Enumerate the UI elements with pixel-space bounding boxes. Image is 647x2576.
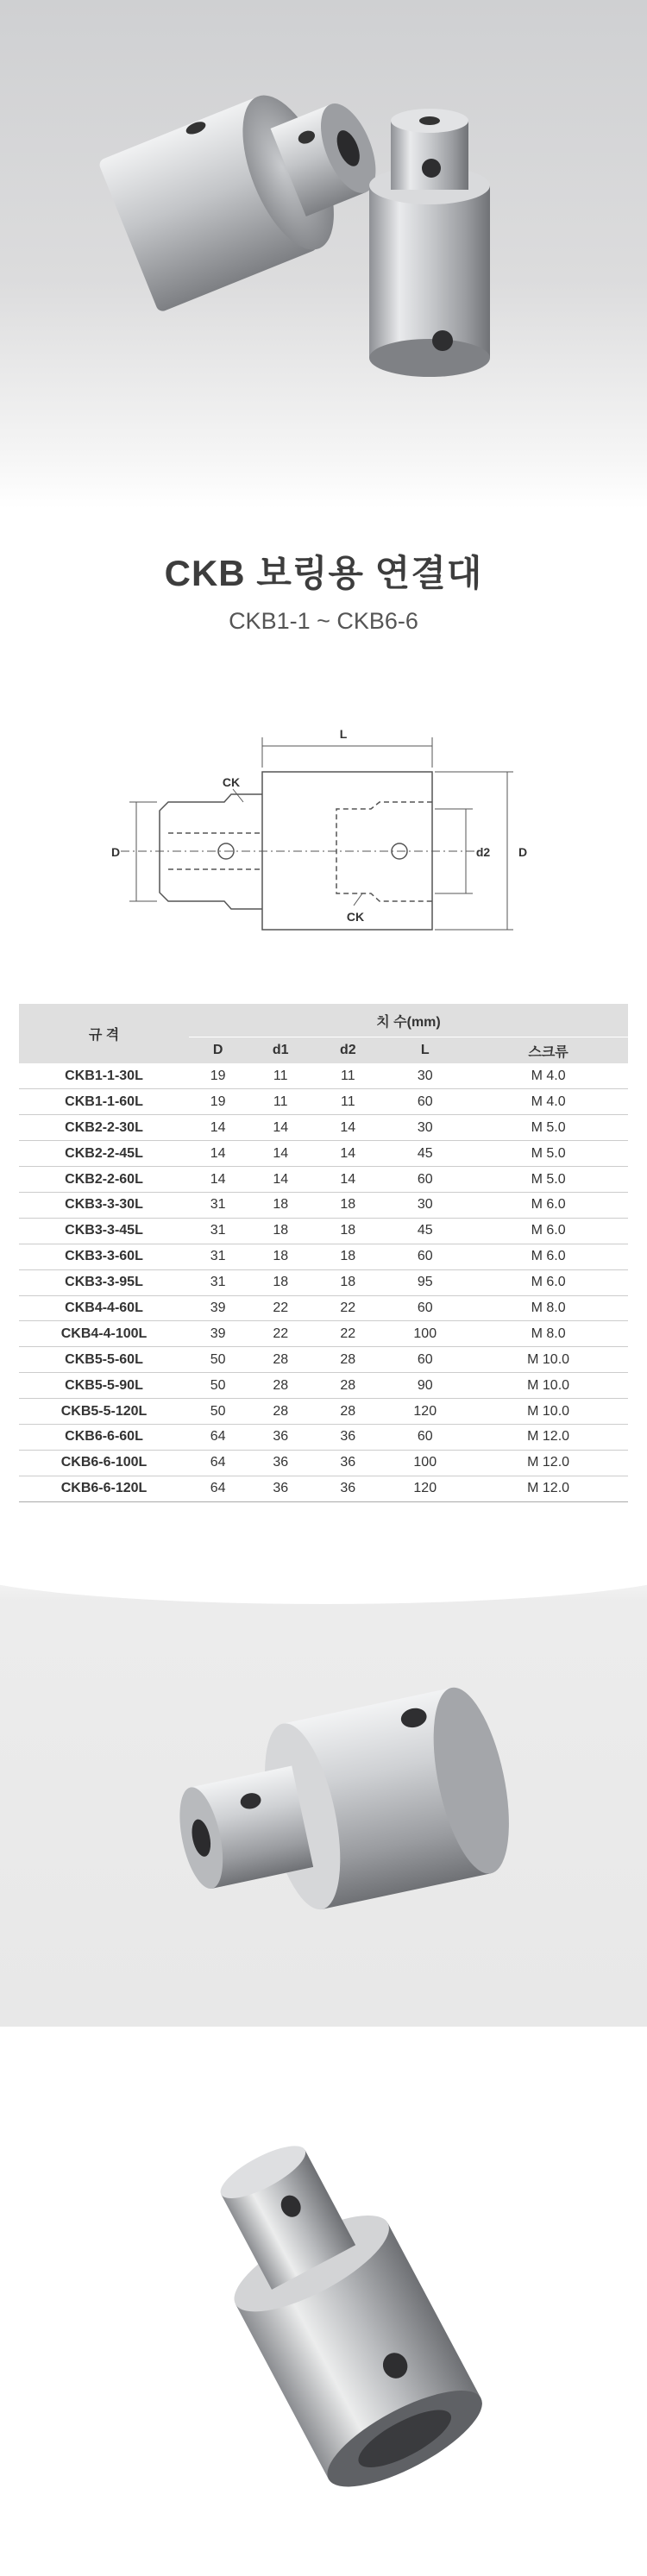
spec-value-cell: 30 bbox=[381, 1063, 468, 1089]
table-row bbox=[19, 1321, 628, 1347]
product-photo-angled-view bbox=[0, 2044, 647, 2561]
spec-value-cell: 18 bbox=[314, 1269, 381, 1295]
spec-model-cell: CKB2-2-60L bbox=[19, 1167, 189, 1193]
spec-model-cell: CKB3-3-45L bbox=[19, 1218, 189, 1244]
col-screw: 스크류 bbox=[468, 1037, 628, 1064]
spec-value-cell: 28 bbox=[314, 1399, 381, 1425]
spec-value-cell: 14 bbox=[247, 1115, 314, 1141]
spec-value-cell: 14 bbox=[247, 1141, 314, 1167]
table-row bbox=[19, 1089, 628, 1115]
table-row bbox=[19, 1269, 628, 1295]
table-row bbox=[19, 1063, 628, 1089]
spec-value-cell: 31 bbox=[189, 1218, 247, 1244]
product-photo-two-adapters bbox=[0, 0, 647, 509]
spec-model-cell: CKB4-4-60L bbox=[19, 1295, 189, 1321]
spec-value-cell: 60 bbox=[381, 1089, 468, 1115]
spec-value-cell: 30 bbox=[381, 1192, 468, 1218]
spec-value-cell: 14 bbox=[189, 1141, 247, 1167]
spec-value-cell: 22 bbox=[314, 1321, 381, 1347]
spec-value-cell: M 10.0 bbox=[468, 1373, 628, 1399]
spec-model-cell: CKB3-3-95L bbox=[19, 1269, 189, 1295]
spec-value-cell: 64 bbox=[189, 1450, 247, 1476]
spec-model-cell: CKB1-1-30L bbox=[19, 1063, 189, 1089]
table-row bbox=[19, 1192, 628, 1218]
label-D-right: D bbox=[518, 845, 528, 859]
col-d1: d1 bbox=[247, 1037, 314, 1064]
table-row bbox=[19, 1115, 628, 1141]
spec-value-cell: 36 bbox=[314, 1424, 381, 1450]
table-row bbox=[19, 1347, 628, 1373]
product-photo-side-view bbox=[0, 1604, 647, 2009]
spec-model-cell: CKB5-5-90L bbox=[19, 1373, 189, 1399]
spec-value-cell: 14 bbox=[189, 1115, 247, 1141]
table-row bbox=[19, 1167, 628, 1193]
spec-value-cell: M 12.0 bbox=[468, 1476, 628, 1501]
spec-value-cell: M 10.0 bbox=[468, 1347, 628, 1373]
spec-value-cell: M 6.0 bbox=[468, 1218, 628, 1244]
spec-value-cell: 50 bbox=[189, 1399, 247, 1425]
spec-value-cell: 18 bbox=[247, 1269, 314, 1295]
spec-value-cell: 60 bbox=[381, 1244, 468, 1269]
spec-value-cell: 14 bbox=[314, 1167, 381, 1193]
spec-model-cell: CKB5-5-120L bbox=[19, 1399, 189, 1425]
table-row bbox=[19, 1218, 628, 1244]
spec-value-cell: 18 bbox=[314, 1192, 381, 1218]
spec-value-cell: 28 bbox=[314, 1373, 381, 1399]
spec-value-cell: 22 bbox=[247, 1321, 314, 1347]
spec-value-cell: 36 bbox=[314, 1450, 381, 1476]
table-row bbox=[19, 1244, 628, 1269]
spec-value-cell: 28 bbox=[247, 1373, 314, 1399]
spec-value-cell: M 5.0 bbox=[468, 1167, 628, 1193]
spec-value-cell: 45 bbox=[381, 1218, 468, 1244]
spec-value-cell: 18 bbox=[247, 1192, 314, 1218]
spec-value-cell: M 12.0 bbox=[468, 1424, 628, 1450]
spec-value-cell: 36 bbox=[247, 1424, 314, 1450]
spec-table bbox=[19, 1004, 628, 1502]
spec-value-cell: 22 bbox=[314, 1295, 381, 1321]
label-d2: d2 bbox=[475, 845, 491, 859]
spec-value-cell: 100 bbox=[381, 1321, 468, 1347]
spec-value-cell: 11 bbox=[314, 1063, 381, 1089]
spec-value-cell: M 6.0 bbox=[468, 1244, 628, 1269]
spec-value-cell: 18 bbox=[314, 1218, 381, 1244]
spec-value-cell: 22 bbox=[247, 1295, 314, 1321]
spec-value-cell: 36 bbox=[314, 1476, 381, 1501]
spec-value-cell: M 5.0 bbox=[468, 1141, 628, 1167]
spec-model-cell: CKB2-2-30L bbox=[19, 1115, 189, 1141]
label-D-left: D bbox=[110, 845, 121, 859]
spec-value-cell: 14 bbox=[314, 1115, 381, 1141]
spec-value-cell: M 5.0 bbox=[468, 1115, 628, 1141]
spec-value-cell: 95 bbox=[381, 1269, 468, 1295]
dimension-diagram bbox=[0, 681, 647, 975]
spec-value-cell: 19 bbox=[189, 1063, 247, 1089]
label-ck-top: CK bbox=[222, 775, 241, 789]
spec-value-cell: M 6.0 bbox=[468, 1192, 628, 1218]
spec-value-cell: 90 bbox=[381, 1373, 468, 1399]
spec-value-cell: 14 bbox=[189, 1167, 247, 1193]
spec-value-cell: 31 bbox=[189, 1244, 247, 1269]
spec-value-cell: M 12.0 bbox=[468, 1450, 628, 1476]
section-curve bbox=[0, 1526, 647, 1604]
spec-value-cell: 64 bbox=[189, 1424, 247, 1450]
spec-value-cell: 120 bbox=[381, 1399, 468, 1425]
spec-header: 규 격 bbox=[19, 1004, 189, 1063]
spec-model-cell: CKB1-1-60L bbox=[19, 1089, 189, 1115]
spec-value-cell: 11 bbox=[247, 1089, 314, 1115]
spec-value-cell: 60 bbox=[381, 1347, 468, 1373]
spec-model-cell: CKB5-5-60L bbox=[19, 1347, 189, 1373]
page-title: CKB 보링용 연결대 bbox=[164, 553, 483, 593]
spec-value-cell: 60 bbox=[381, 1295, 468, 1321]
spec-model-cell: CKB4-4-100L bbox=[19, 1321, 189, 1347]
spec-value-cell: M 8.0 bbox=[468, 1321, 628, 1347]
spec-value-cell: M 6.0 bbox=[468, 1269, 628, 1295]
dimension-group-header: 치 수(mm) bbox=[189, 1004, 628, 1037]
col-d2: d2 bbox=[314, 1037, 381, 1064]
spec-value-cell: 100 bbox=[381, 1450, 468, 1476]
spec-value-cell: 18 bbox=[247, 1244, 314, 1269]
label-L: L bbox=[339, 727, 348, 741]
table-row bbox=[19, 1476, 628, 1501]
spec-value-cell: 11 bbox=[247, 1063, 314, 1089]
spec-value-cell: 14 bbox=[247, 1167, 314, 1193]
spec-model-cell: CKB3-3-60L bbox=[19, 1244, 189, 1269]
spec-value-cell: 19 bbox=[189, 1089, 247, 1115]
spec-value-cell: 28 bbox=[247, 1347, 314, 1373]
spec-model-cell: CKB6-6-60L bbox=[19, 1424, 189, 1450]
spec-value-cell: M 10.0 bbox=[468, 1399, 628, 1425]
spec-value-cell: 39 bbox=[189, 1295, 247, 1321]
table-row bbox=[19, 1424, 628, 1450]
spec-value-cell: 18 bbox=[314, 1244, 381, 1269]
spec-value-cell: 28 bbox=[247, 1399, 314, 1425]
spec-value-cell: 31 bbox=[189, 1192, 247, 1218]
hero-photo bbox=[0, 0, 647, 509]
spec-model-cell: CKB3-3-30L bbox=[19, 1192, 189, 1218]
spec-value-cell: 36 bbox=[247, 1476, 314, 1501]
spec-value-cell: M 8.0 bbox=[468, 1295, 628, 1321]
spec-model-cell: CKB6-6-120L bbox=[19, 1476, 189, 1501]
spec-value-cell: 31 bbox=[189, 1269, 247, 1295]
table-row bbox=[19, 1141, 628, 1167]
spec-value-cell: 50 bbox=[189, 1347, 247, 1373]
spec-value-cell: 60 bbox=[381, 1424, 468, 1450]
spec-value-cell: 60 bbox=[381, 1167, 468, 1193]
spec-value-cell: 64 bbox=[189, 1476, 247, 1501]
label-ck-bottom: CK bbox=[346, 910, 365, 924]
spec-value-cell: 11 bbox=[314, 1089, 381, 1115]
spec-table-body bbox=[19, 1063, 628, 1501]
spec-model-cell: CKB2-2-45L bbox=[19, 1141, 189, 1167]
spec-value-cell: 45 bbox=[381, 1141, 468, 1167]
col-L: L bbox=[381, 1037, 468, 1064]
spec-value-cell: M 4.0 bbox=[468, 1063, 628, 1089]
page-subtitle: CKB1-1 ~ CKB6-6 bbox=[229, 608, 418, 634]
table-row bbox=[19, 1373, 628, 1399]
spec-value-cell: 36 bbox=[247, 1450, 314, 1476]
spec-value-cell: 18 bbox=[247, 1218, 314, 1244]
table-row bbox=[19, 1399, 628, 1425]
spec-value-cell: 39 bbox=[189, 1321, 247, 1347]
spec-model-cell: CKB6-6-100L bbox=[19, 1450, 189, 1476]
table-row bbox=[19, 1295, 628, 1321]
table-row bbox=[19, 1450, 628, 1476]
spec-value-cell: 14 bbox=[314, 1141, 381, 1167]
col-D: D bbox=[189, 1037, 247, 1064]
spec-value-cell: M 4.0 bbox=[468, 1089, 628, 1115]
spec-value-cell: 30 bbox=[381, 1115, 468, 1141]
spec-value-cell: 120 bbox=[381, 1476, 468, 1501]
spec-value-cell: 28 bbox=[314, 1347, 381, 1373]
spec-value-cell: 50 bbox=[189, 1373, 247, 1399]
